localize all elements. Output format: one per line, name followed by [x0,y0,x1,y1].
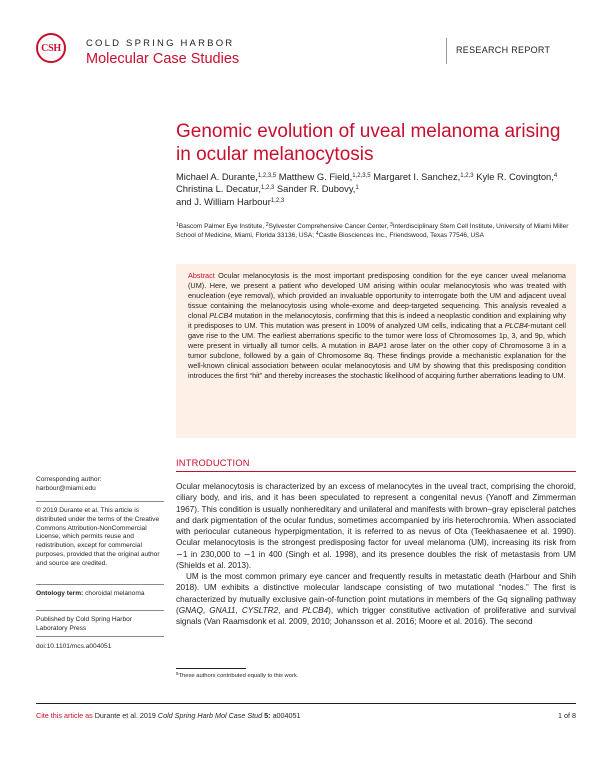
doi[interactable]: doi:10.1101/mcs.a004051 [36,643,112,650]
author: Margaret I. Sanchez,$^{1,2,3}$ [373,171,474,182]
author: and J. William Harbour$^{1,2,3}$ [176,195,285,207]
corresponding-author-label: Corresponding author: [36,476,102,483]
section-rule [176,471,576,472]
paragraph: UM is the most common primary eye cancer and frequently results in metastatic death (Harbour and Shih 2018). UM exhibits a distinctive molecular landscape consisting of two mutational “nodes.” The first is characterized by mutually exclusive gain-of-function point mutations in members of the Gq signaling pathway (GNAQ, GNA11, CYSLTR2, and PLCB4), which trigger constitutive activation of proliferative and survival signals (Van Raamsdonk et al. 2009, 2010; Johansson et al. 2016; Moore et al. 2016). The second [176,572,576,626]
publisher-name: COLD SPRING HARBOR [86,38,235,49]
footer-rule [36,703,576,704]
ontology-label: Ontology term: [36,590,84,597]
journal-name: Molecular Case Studies [86,51,240,67]
citation-line: Cite this article as Durante et al. 2019 Cold Spring Harb Mol Case Stud 5: a004051 [36,711,301,720]
footnote-rule [176,668,246,669]
body-text [176,481,576,627]
cite-prefix: Cite this article as [36,711,93,720]
article-type: RESEARCH REPORT [456,45,551,55]
author: Matthew G. Field,$^{1,2,3,5}$ [278,171,371,182]
paragraph: Ocular melanocytosis is characterized by an excess of melanocytes in the uveal tract, comprising the choroid, ciliary body, and iris, and it has been speculated to represent a congenital nevus (Yanoff and Zimmerman 1967). This condition is usually nonhereditary and unilateral and manifests with brown–gray episcleral patches and dark pigmentation of the ocular fundus, sometimes accompanied by iris heterochromia. When associated with periocular cutaneous hyperpigmentation, it is referred to as nevus of Ota (Teekhasaenee et al. 1990). Ocular melanocytosis is the strongest predisposing factor for uveal melanoma (UM), increasing its risk from ∼1 in 230,000 to ∼1 in 400 (Singh et al. 1998), and its presence doubles the risk of metastasis from UM (Shields et al. 2013). [176,482,576,570]
abstract-label: Abstract [188,271,215,280]
abstract-text: Abstract Ocular melanocytosis is the most important predisposing condition for the eye cancer uveal melanoma (UM). Here, we present a patient who developed UM arising within ocular melanocytosis who was treated with enucleation (eye removal), which provided an invaluable opportunity to interrogate both the UM and adjacent uveal tissue containing the melanocytosis using whole-exome and deep-targeted sequencing. This analysis revealed a clonal PLCB4 mutation in the melanocytosis, confirming that this is indeed a neoplastic condition and explaining why it predisposes to UM. This mutation was present in 100% of analyzed UM cells, indicating that a PLCB4-mutant cell gave rise to the UM. The earliest aberrations specific to the tumor were loss of Chromosomes 1p, 3, and 9p, which were present in virtually all tumor cells. A mutation in BAP1 arose later on the other copy of Chromosome 3 in a tumor subclone, followed by a gain of Chromosome 8q. These findings provide a mechanistic explanation for the well-known clinical association between ocular melanocytosis and UM by showing that this predisposing condition introduces the first “hit” and thereby increases the stochastic likelihood of acquiring further aberrations leading to UM. [188,271,567,381]
header-divider [446,38,447,64]
csh-logo-text: CSH [41,42,61,54]
corresponding-author-email[interactable]: harbour@miami.edu [36,484,96,492]
csh-logo [36,33,66,63]
footnote: $^5$These authors contributed equally to this work. [176,671,299,679]
author: Michael A. Durante,$^{1,2,3,5}$ [176,171,277,182]
author: Christina L. Decatur,$^{1,2,3}$ [176,183,275,195]
ontology-term [36,590,164,599]
sidebar-divider [36,501,164,502]
author: Sander R. Dubovy,$^1$ [276,183,359,195]
license-text: © 2019 Durante et al. This article is distributed under the terms of the Creative Commons Attribution-NonCommercial License, which permits reuse and redistribution, except for commercial purposes, provided that the original author and source are credited. [36,507,160,567]
author: Kyle R. Covington,$^4$ [476,171,558,182]
sidebar-divider [36,636,164,637]
article-title: Genomic evolution of uveal melanoma arising in ocular melanocytosis [176,121,561,165]
abstract-box [176,264,576,438]
published-by: Published by Cold Spring Harbor Laboratory Press [36,616,133,632]
author-list [176,171,576,208]
ontology-value[interactable]: choroidal melanoma [85,590,145,597]
sidebar-divider [36,610,164,611]
corresponding-author [36,476,164,494]
affiliations: $^1$Bascom Palmer Eye Institute, $^2$Sylvester Comprehensive Cancer Center, $^3$Interdisciplinary Stem Cell Institute, University of Miami Miller School of Medicine, Miami, Florida 33136, USA; $^4$Castle Biosciences Inc., Friendswood, Texas 77546, USA [176,222,569,240]
page-number: 1 of 8 [558,711,576,720]
section-heading-introduction: INTRODUCTION [176,458,250,468]
sidebar-divider [36,584,164,585]
